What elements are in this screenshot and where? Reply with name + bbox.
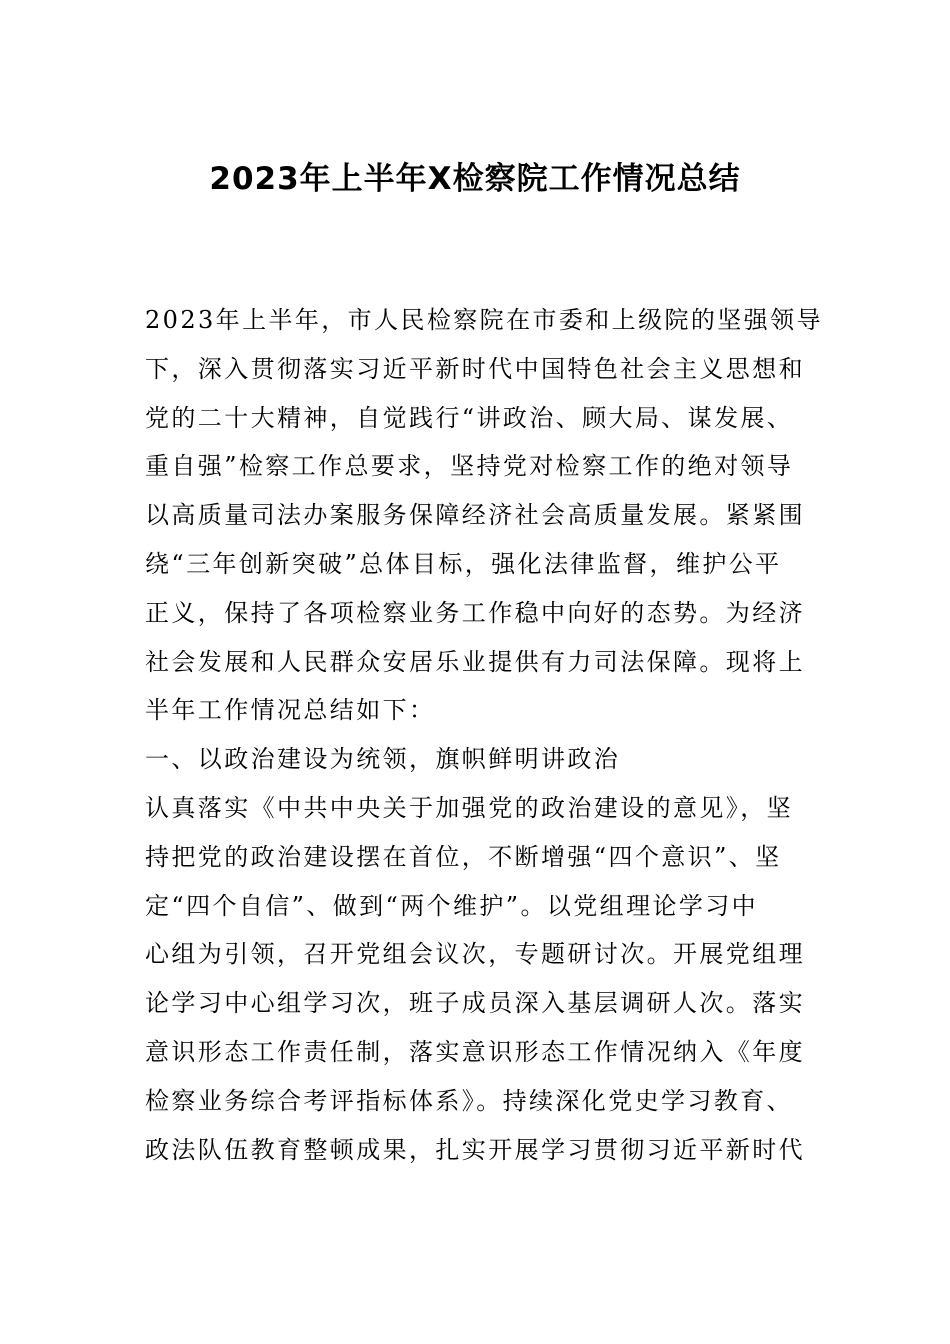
body-line: 党的二十大精神，自觉践行“讲政治、顾大局、谋发展、 bbox=[145, 403, 794, 432]
body-line: 认真落实《中共中央关于加强党的政治建设的意见》，坚 bbox=[145, 793, 793, 822]
body-line: 定“四个自信”、做到“两个维护”。以党组理论学习中 bbox=[145, 891, 759, 920]
body-line: 持把党的政治建设摆在首位，不断增强“四个意识”、坚 bbox=[145, 842, 782, 871]
body-line: 心组为引领，召开党组会议次，专题研讨次。开展党组理 bbox=[145, 940, 805, 969]
body-line: 以高质量司法办案服务保障经济社会高质量发展。紧紧围 bbox=[145, 501, 805, 530]
body-line: 正义，保持了各项检察业务工作稳中向好的态势。为经济 bbox=[145, 598, 805, 627]
body-line: 意识形态工作责任制，落实意识形态工作情况纳入《年度 bbox=[145, 1037, 805, 1066]
body-line: 论学习中心组学习次，班子成员深入基层调研人次。落实 bbox=[145, 989, 805, 1018]
document-title: 2023年上半年X检察院工作情况总结 bbox=[209, 161, 741, 197]
body-line: 2023年上半年，市人民检察院在市委和上级院的坚强领导 bbox=[145, 306, 823, 334]
body-line: 社会发展和人民群众安居乐业提供有力司法保障。现将上 bbox=[145, 647, 805, 676]
body-line: 半年工作情况总结如下： bbox=[145, 696, 436, 725]
body-line: 下，深入贯彻落实习近平新时代中国特色社会主义思想和 bbox=[145, 354, 805, 383]
section-heading: 一、以政治建设为统领，旗帜鲜明讲政治 bbox=[145, 745, 621, 774]
body-line: 检察业务综合考评指标体系》。持续深化党史学习教育、 bbox=[145, 1086, 793, 1115]
body-line: 绕“三年创新突破”总体目标，强化法律监督，维护公平 bbox=[145, 549, 782, 578]
body-line: 重自强”检察工作总要求，坚持党对检察工作的绝对领导 bbox=[145, 452, 794, 481]
body-line: 政法队伍教育整顿成果，扎实开展学习贯彻习近平新时代 bbox=[145, 1135, 805, 1164]
document-body bbox=[145, 296, 823, 1174]
